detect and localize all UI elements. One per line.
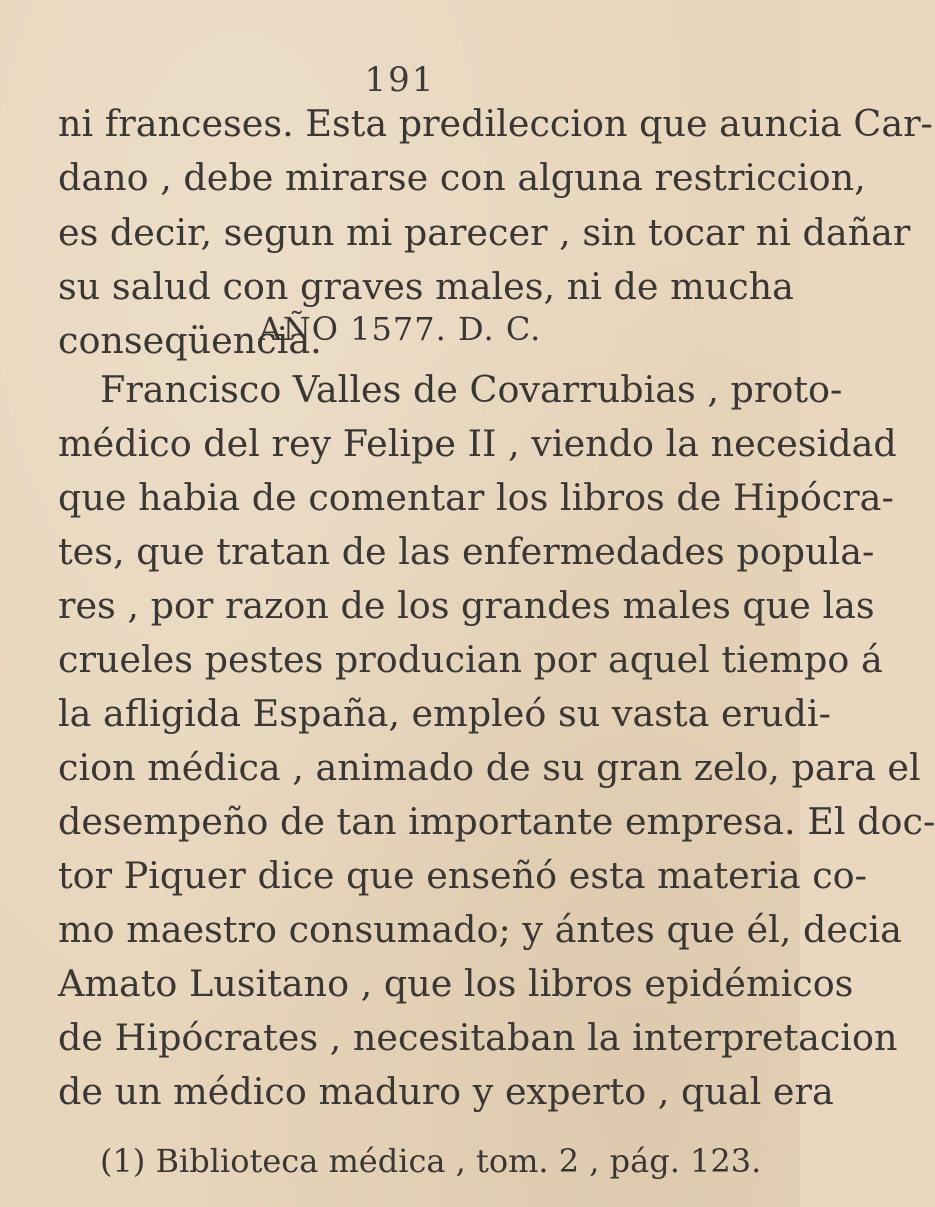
text-line: de Hipócrates , necesitaban la interpretacion xyxy=(58,1016,898,1059)
text-line: desempeño de tan importante empresa. El doc- xyxy=(58,800,935,843)
text-line: conseqüencia. xyxy=(58,319,322,362)
text-line: crueles pestes producian por aquel tiempo á xyxy=(58,638,883,681)
text-line: que habia de comentar los libros de Hipócra- xyxy=(58,476,894,519)
text-line: tes, que tratan de las enfermedades popula- xyxy=(58,530,875,573)
text-line: de un médico maduro y experto , qual era xyxy=(58,1070,834,1113)
text-line: la afligida España, empleó su vasta erudi- xyxy=(58,692,831,735)
text-line: ni franceses. Esta predileccion que auncia Car- xyxy=(58,102,933,145)
text-line: su salud con graves males, ni de mucha xyxy=(58,265,794,308)
text-line: Francisco Valles de Covarrubias , proto- xyxy=(100,368,843,411)
page-number: 191 xyxy=(364,60,436,100)
text-line: es decir, segun mi parecer , sin tocar ni dañar xyxy=(58,211,911,254)
text-line: cion médica , animado de su gran zelo, para el xyxy=(58,746,921,789)
section-heading: AÑO 1577. D. C. xyxy=(258,310,542,348)
text-line: médico del rey Felipe II , viendo la necesidad xyxy=(58,422,897,465)
footnote: (1) Biblioteca médica , tom. 2 , pág. 123. xyxy=(100,1142,762,1180)
text-line: tor Piquer dice que enseñó esta materia co- xyxy=(58,854,867,897)
text-line: Amato Lusitano , que los libros epidémicos xyxy=(58,962,854,1005)
text-line: res , por razon de los grandes males que las xyxy=(58,584,875,627)
text-line: mo maestro consumado; y ántes que él, decia xyxy=(58,908,902,951)
text-line: dano , debe mirarse con alguna restriccion, xyxy=(58,156,866,199)
